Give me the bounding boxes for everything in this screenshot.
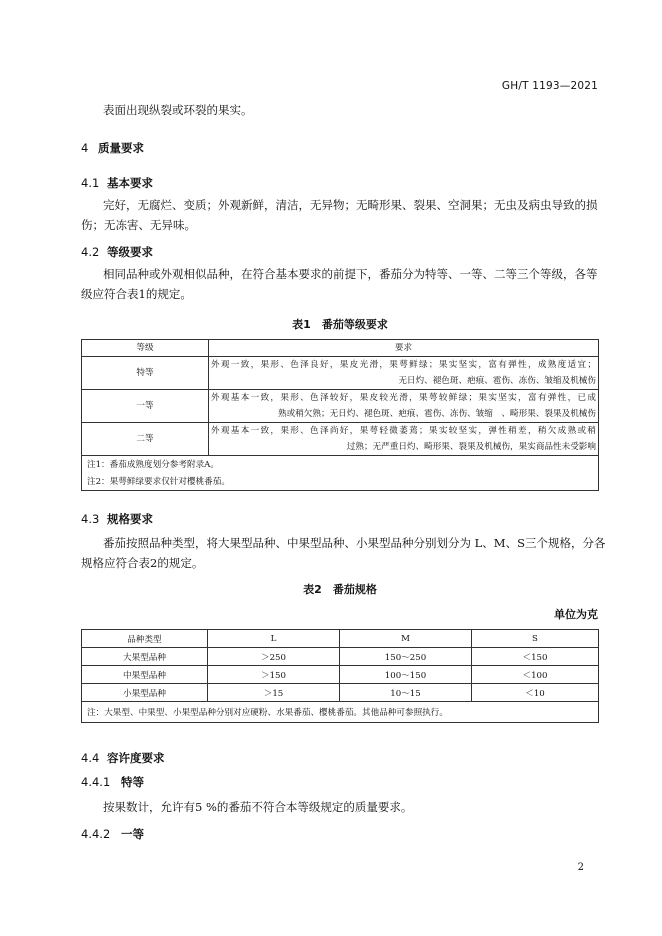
table-cell: ＜100 [472,666,599,684]
section-title: 规格要求 [107,512,153,526]
section-number: 4.4.1 [81,775,111,789]
table-note: 注2：果萼鲜绿要求仅针对樱桃番茄。 [82,473,599,491]
column-header: 等级 [82,340,209,357]
section-title: 容许度要求 [107,751,165,765]
section-4-4-1-heading [81,774,144,790]
section-4-4-heading [81,750,165,766]
table-header-row [82,630,599,648]
section-number: 4.4 [81,751,100,765]
section-4-heading [81,140,144,156]
requirement-line: 外观一致，果形、色泽良好，果皮光滑，果萼鲜绿；果实坚实，富有弹性，成熟度适宜； [211,360,596,370]
section-number: 4.2 [81,245,100,259]
requirement-cell [209,357,599,390]
table1-caption: 表1 番茄等级要求 [292,318,388,331]
section-number: 4.3 [81,512,100,526]
section-4-4-2-heading [81,826,144,842]
grade-requirements-table [81,339,599,491]
table-cell: 中果型品种 [82,666,208,684]
table-cell: ＞250 [208,648,340,666]
table2-unit: 单位为克 [554,608,598,621]
table-row [82,423,599,456]
table-note-row [82,456,599,474]
table-cell: 100～150 [340,666,472,684]
grade-cell: 二等 [82,423,209,456]
section-title: 特等 [121,775,144,789]
table-cell: ＜150 [472,648,599,666]
section-number: 4.4.2 [81,827,111,841]
paragraph-line: 规格应符合表2的规定。 [81,556,204,570]
table-cell: 小果型品种 [82,684,208,702]
table-row [82,648,599,666]
paragraph-line: 番茄按照品种类型，将大果型品种、中果型品种、小果型品种分别划分为 L、M、S三个规格，分各 [103,536,606,550]
table-cell: ＞150 [208,666,340,684]
requirement-line: 熟或稍欠熟；无日灼、褪色斑、疤痕、雹伤、冻伤、皱缩 、畸形果、裂果及机械伤 [278,409,596,419]
column-header: 品种类型 [82,630,208,648]
section-4-2-heading [81,244,153,260]
section-title: 质量要求 [98,141,144,155]
standard-number: GH/T 1193—2021 [501,80,598,92]
requirement-cell [209,390,599,423]
intro-continuation: 表面出现纵裂或环裂的果实。 [103,103,253,117]
section-number: 4.1 [81,176,100,190]
grade-cell: 一等 [82,390,209,423]
table-cell: ＜10 [472,684,599,702]
table-row [82,666,599,684]
section-number: 4 [81,141,89,155]
paragraph-line: 完好，无腐烂、变质；外观新鲜，清洁，无异物；无畸形果、裂果、空洞果；无虫及病虫导致的损 [103,198,598,212]
requirement-cell [209,423,599,456]
section-4-3-heading [81,511,153,527]
grade-cell: 特等 [82,357,209,390]
table-cell: 大果型品种 [82,648,208,666]
table-note: 注1：番茄成熟度划分参考附录A。 [82,456,599,474]
requirement-line: 无日灼、褪色斑、疤痕、雹伤、冻伤、皱缩及机械伤 [398,376,596,386]
column-header: S [472,630,599,648]
table-cell: 10～15 [340,684,472,702]
section-4-1-heading [81,175,153,191]
requirement-line: 外观基本一致，果形、色泽较好，果皮较光滑，果萼较鲜绿；果实坚实，富有弹性，已成 [211,393,596,403]
table-row [82,390,599,423]
paragraph-line: 伤；无冻害、无异味。 [81,218,196,232]
column-header: 要求 [209,340,599,357]
size-specification-table [81,629,599,723]
section-title: 一等 [121,827,144,841]
paragraph-line: 按果数计，允许有5 %的番茄不符合本等级规定的质量要求。 [103,800,413,814]
section-title: 等级要求 [107,245,153,259]
section-title: 基本要求 [107,176,153,190]
column-header: M [340,630,472,648]
table2-caption: 表2 番茄规格 [303,583,377,596]
table-note-row [82,473,599,491]
table-row [82,684,599,702]
table-row [82,357,599,390]
requirement-line: 外观基本一致，果形、色泽尚好，果萼轻微萎蔫；果实较坚实，弹性稍差，稍欠成熟或稍 [211,426,596,436]
paragraph-line: 相同品种或外观相似品种，在符合基本要求的前提下，番茄分为特等、一等、二等三个等级，各等 [103,267,598,281]
page-number: 2 [577,862,584,873]
table-note: 注：大果型、中果型、小果型品种分别对应硬粉、水果番茄、樱桃番茄。其他品种可参照执行。 [82,702,599,723]
paragraph-line: 级应符合表1的规定。 [81,287,192,301]
table-cell: ＞15 [208,684,340,702]
table-note-row [82,702,599,723]
column-header: L [208,630,340,648]
table-header-row [82,340,599,357]
table-cell: 150～250 [340,648,472,666]
requirement-line: 过熟；无严重日灼、畸形果、裂果及机械伤，果实商品性未受影响 [346,442,596,452]
